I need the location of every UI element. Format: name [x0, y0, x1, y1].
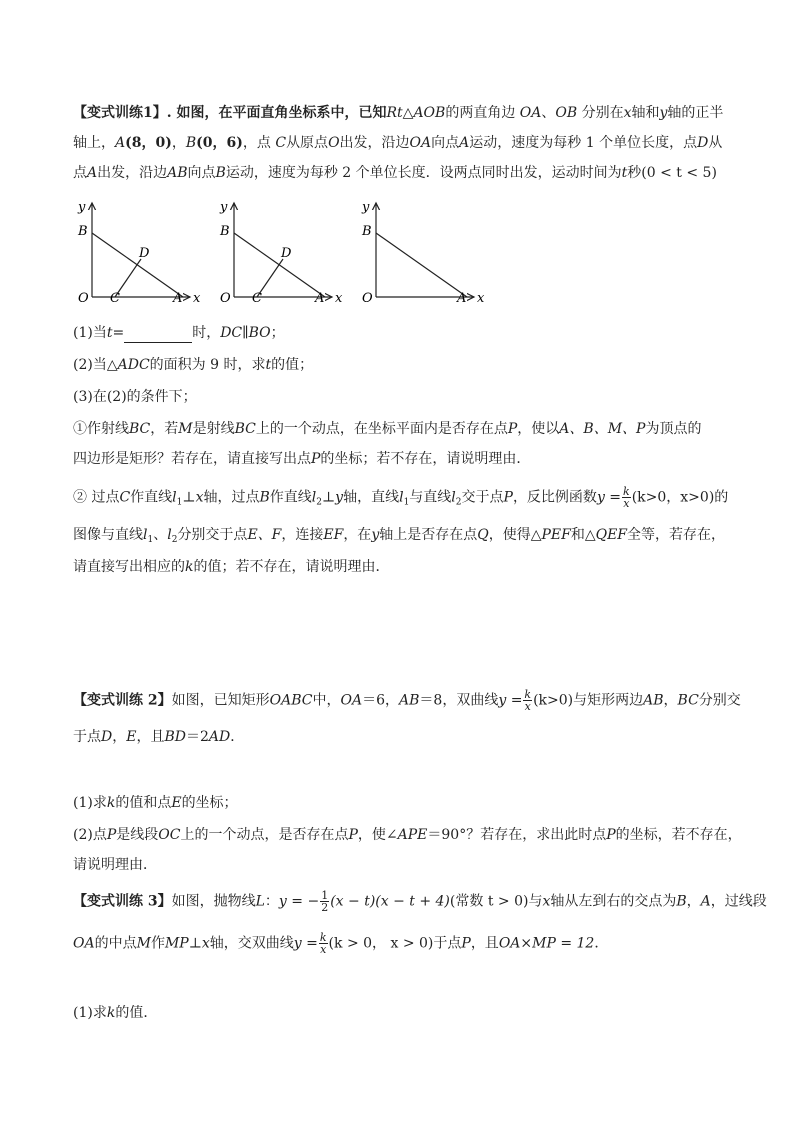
- figure-2: [219, 200, 343, 306]
- problem1-title: 【变式训练1】: [73, 105, 167, 121]
- label-o: O: [220, 291, 231, 306]
- question-2: (2)当△ADC的面积为 9 时，求t的值；: [73, 357, 314, 373]
- fraction-k-over-x: $\frac{k}{x}$: [623, 485, 630, 510]
- question-3-2-line1: ② 过点C作直线$l_1\perp x$轴，过点B作直线$l_2\perp y$轴，直线$l_1$与直线$l_2$交于点P，反比例函数y = $\frac{k}{x}$ (k>0，x>0)的: [73, 485, 729, 510]
- segment-ab: [376, 233, 467, 297]
- problem1-line2: 轴上，A(8，0)，B(0，6)，点 C从原点O出发，沿边OA向点A运动，速度为每秒 1 个单位长度，点D从: [73, 135, 723, 151]
- label-a: A: [457, 291, 467, 306]
- question-3-1-line2: 四边形是矩形？若存在，请直接写出点P的坐标；若不存在，请说明理由．: [73, 451, 531, 467]
- label-x: x: [477, 291, 485, 306]
- fraction-k-over-x: $\frac{k}{x}$: [319, 931, 327, 956]
- question-3-2-line2: 图像与直线$l_1$、$l_2$分别交于点E、F，连接EF，在y轴上是否存在点Q，使得△PEF和△QEF全等，若存在，: [73, 527, 726, 545]
- problem1-line3: 点A出发，沿边AB向点B运动，速度为每秒 2 个单位长度．设两点同时出发，运动时间为t秒(0 < t < 5): [73, 165, 717, 181]
- problem1-figures: [70, 195, 490, 310]
- label-x: x: [193, 291, 201, 306]
- problem2-question1: (1)求k的值和点E的坐标；: [73, 795, 238, 811]
- label-b: B: [220, 224, 230, 239]
- problem2-line1: 【变式训练 2】如图，已知矩形OABC中，OA＝6，AB＝8，双曲线y = $\frac{k}{x}$ (k>0)与矩形两边AB，BC分别交: [73, 688, 741, 713]
- problem2-question2-line1: (2)点P是线段OC上的一个动点，是否存在点P，使∠APE＝90°？若存在，求出此时点P的坐标，若不存在，: [73, 827, 742, 843]
- problem2-title: 【变式训练 2】: [73, 692, 172, 709]
- question-3: (3)在(2)的条件下；: [73, 389, 197, 405]
- question-1: (1)当t= 时，DC∥BO；: [73, 325, 285, 341]
- label-c: C: [252, 291, 262, 306]
- label-a: A: [173, 291, 183, 306]
- question-3-2-line3: 请直接写出相应的k的值；若不存在，请说明理由．: [73, 559, 390, 575]
- question-3-1-line1: ①作射线BC，若M是射线BC上的一个动点，在坐标平面内是否存在点P，使以A、B、M、P为顶点的: [73, 421, 702, 437]
- label-a: A: [315, 291, 325, 306]
- answer-blank[interactable]: [124, 328, 192, 343]
- problem2-question2-line2: 请说明理由．: [73, 857, 157, 873]
- label-y: y: [362, 200, 370, 215]
- problem3-title: 【变式训练 3】: [73, 893, 172, 910]
- fraction-k-over-x: $\frac{k}{x}$: [524, 688, 532, 713]
- figure-3: [361, 200, 485, 306]
- label-x: x: [335, 291, 343, 306]
- label-o: O: [362, 291, 373, 306]
- label-b: B: [362, 224, 372, 239]
- figure-1: [77, 200, 201, 306]
- label-b: B: [78, 224, 88, 239]
- problem1-line1: 【变式训练1】. 如图，在平面直角坐标系中，已知Rt△AOB的两直角边 OA、OB 分别在x轴和y轴的正半: [73, 105, 724, 121]
- label-y: y: [220, 200, 228, 215]
- label-d: D: [281, 246, 292, 261]
- fraction-one-half: $\frac{1}{2}$: [321, 889, 329, 914]
- problem3-question1: (1)求k的值．: [73, 1005, 158, 1021]
- label-d: D: [139, 246, 150, 261]
- label-c: C: [110, 291, 120, 306]
- label-y: y: [78, 200, 86, 215]
- problem3-line2: OA的中点M作MP⊥x轴，交双曲线y = $\frac{k}{x}$ (k > 0， x > 0)于点P，且OA×MP = 12．: [73, 931, 609, 956]
- label-o: O: [78, 291, 89, 306]
- problem3-line1: 【变式训练 3】如图，抛物线L：y = − $\frac{1}{2}$ (x − t)(x − t + 4)(常数 t > 0)与x轴从左到右的交点为B，A，过线段: [73, 889, 767, 914]
- problem2-line2: 于点D，E，且BD＝2AD．: [73, 729, 245, 745]
